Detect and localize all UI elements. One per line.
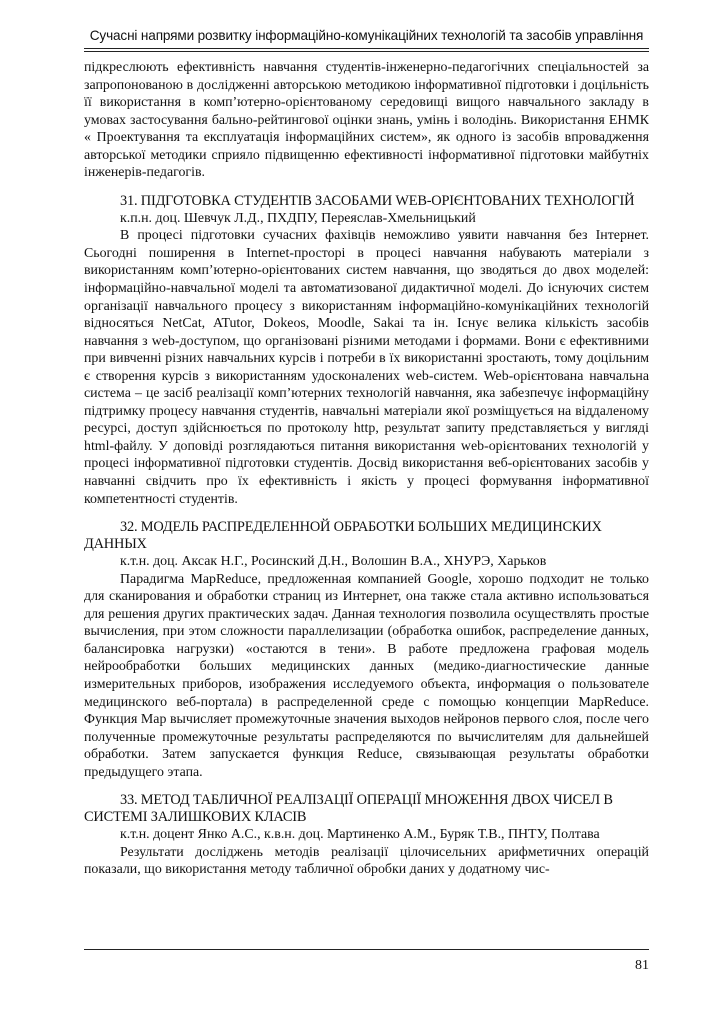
intro-paragraph: підкреслюють ефективність навчання студентів-інженерно-педагогічних спеціальностей за запропонованою в дослідженні авторською методикою інформативної підготовки і доцільність її використання в комп’ютерно-орієнтованому середовищі вищого навчального закладу в умовах застосування бально-рейтингової оцінки знань, умінь і володінь. Використання ЕНМК « Проектування та експлуатація інформаційних систем», як одного із засобів впровадження авторської методики сприяло підвищенню ефективності інформативної підготовки майбутніх інженерів-педагогів. <box>84 60 649 181</box>
section-body: В процесі підготовки сучасних фахівців неможливо уявити навчання без Інтернет. Сьогодні поширення в Internet-просторі в процесі навчання набувають матеріали з використанням комп’ютерно-орієнтованих систем навчання, що зводяться до двох моделей: інформаційно-навчальної моделі та автоматизованої дидактичної моделі. До існуючих систем організації навчального процесу з використанням інформаційно-комунікаційних технологій відносяться NetCat, ATutor, Dokeos, Moodle, Sakai та ін. Існує велика кількість засобів навчання з web-доступом, що організовані різними методами і формами. Вони є ефективними при вивченні різних навчальних курсів і потреби в їх використанні зростають, тому доцільним є створення курсів з використанням удосконалених web-систем. Web-орієнтована навчальна система – це засіб реалізації комп’ютерних технологій навчання, яка забезпечує інформаційну підтримку процесу навчання студентів, навчальні матеріали якої розміщується на віддаленому ресурсі, доступ здійснюється по протоколу http, результат запиту представляється у вигляді html-файлу. У доповіді розглядаються питання використання web-орієнтованих технологій у процесі інформативної підготовки студентів. Досвід використання веб-орієнтованих засобів у навчанні свідчить про їх ефективність і якість у процесі формування інформативної компетентності студентів. <box>84 228 649 507</box>
section-title: 33. МЕТОД ТАБЛИЧНОЇ РЕАЛІЗАЦІЇ ОПЕРАЦІЇ МНОЖЕННЯ ДВОХ ЧИСЕЛ В СИСТЕМІ ЗАЛИШКОВИХ КЛАСІВ <box>84 792 613 826</box>
section-33 <box>84 792 649 879</box>
header-rule-thin <box>84 51 649 52</box>
section-authors: к.т.н. доц. Аксак Н.Г., Росинский Д.Н., Волошин В.А., ХНУРЭ, Харьков <box>120 554 547 570</box>
header-rule <box>84 48 649 49</box>
running-header: Сучасні напрями розвитку інформаційно-комунікаційних технологій та засобів управління <box>89 28 644 43</box>
section-authors: к.т.н. доцент Янко А.С., к.в.н. доц. Мартиненко А.М., Буряк Т.В., ПНТУ, Полтава <box>120 827 600 843</box>
section-31 <box>84 193 649 508</box>
section-body: Парадигма MapReduce, предложенная компанией Google, хорошо подходит не только для сканирования и обработки страниц из Интернет, она также стала активно использоваться для решения других практических задач. Данная технология позволила осуществлять простые вычисления, при этом сложности параллелизации (обработка ошибок, распределение данных, балансировка нагрузки) «остаются в тени». В работе предложена графовая модель нейрообработки больших медицинских данных (медико-диагностические данные измерительных приборов, изображения исследуемого объекта, информация о пользователе медицинского веб-портала) в распределенной среде с помощью концепции MapReduce. Функция Map вычисляет промежуточные значения выходов нейронов первого слоя, после чего полученные промежуточные результаты распределяются по вычислителям для дальнейшей обработки. Затем запускается функция Reduce, связывающая результаты обработки предыдущего этапа. <box>84 571 649 780</box>
page-content <box>84 59 649 879</box>
section-title: 31. ПІДГОТОВКА СТУДЕНТІВ ЗАСОБАМИ WEB-ОРІЄНТОВАНИХ ТЕХНОЛОГІЙ <box>120 192 635 209</box>
section-32 <box>84 519 649 781</box>
section-authors: к.п.н. доц. Шевчук Л.Д., ПХДПУ, Переяслав-Хмельницький <box>120 210 476 226</box>
page-number: 81 <box>635 958 649 973</box>
section-title: 32. МОДЕЛЬ РАСПРЕДЕЛЕННОЙ ОБРАБОТКИ БОЛЬШИХ МЕДИЦИНСКИХ ДАННЫХ <box>84 519 602 553</box>
section-body: Результати досліджень методів реалізації цілочисельних арифметичних операцій показали, що використання методу табличної обробки даних у додатному чис- <box>84 844 649 878</box>
footer-rule <box>84 949 649 950</box>
